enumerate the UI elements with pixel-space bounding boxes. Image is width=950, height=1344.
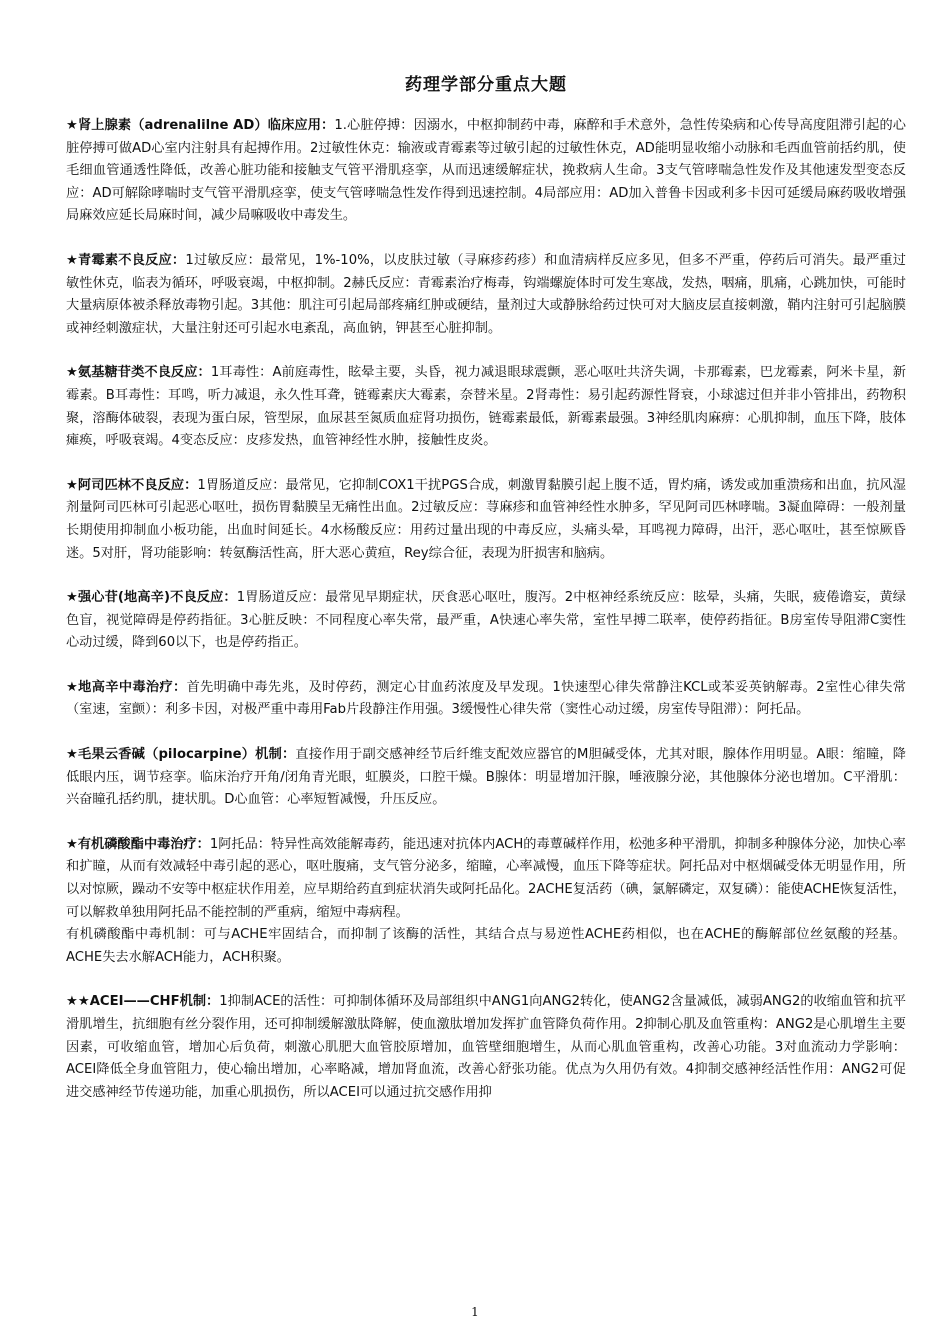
section-body: 首先明确中毒先兆，及时停药，测定心甘血药浓度及早发现。1快速型心律失常静注KCL或苯妥英钠解毒。2室性心律失常（室速，室颤）：利多卡因，对极严重中毒用Fab片段静注作用强。3缓慢性心律失常（窦性心动过缓，房室传导阻滞）：阿托品。 <box>66 679 906 718</box>
section-heading: ★强心苷(地高辛)不良反应： <box>66 590 237 606</box>
section-body: 1过敏反应：最常见，1%-10%，以皮肤过敏（寻麻疹药疹）和血清病样反应多见，但多不严重，停药后可消失。最严重过敏性休克，临表为循环，呼吸衰竭，中枢抑制。2赫氏反应：青霉素治疗梅毒，钩端螺旋体时可发生寒战，发热，咽痛，肌痛，心跳加快，可能时大量病原体被杀释放毒物引起。3其他：肌注可引起局部疼痛红肿或硬结，量剂过大或静脉给药过快可对大脑皮层直接刺激，鞘内注射可引起脑膜或神经刺激症状，大量注射还可引起水电紊乱，高血钠，钾甚至心脏抑制。 <box>66 252 906 336</box>
section-heading: ★有机磷酸酯中毒治疗： <box>66 836 210 852</box>
section-body: 直接作用于副交感神经节后纤维支配效应器官的M胆碱受体，尤其对眼，腺体作用明显。A眼：缩瞳，降低眼内压，调节痉挛。临床治疗开角/闭角青光眼，虹膜炎，口腔干燥。B腺体：明显增加汗腺，唾液腺分泌，其他腺体分泌也增加。C平滑肌：兴奋瞳孔括约肌，捷状肌。D心血管：心率短暂减慢，升压反应。 <box>66 747 906 808</box>
section-heading: ★肾上腺素（adrenalilne AD）临床应用： <box>66 118 335 133</box>
section-heading: ★阿司匹林不良反应： <box>66 477 198 493</box>
document-page <box>66 70 906 1126</box>
section-body: 1胃肠道反应：最常见，它抑制COX1干扰PGS合成，刺激胃黏膜引起上腹不适，胃灼痛，诱发或加重溃疡和出血，抗风湿剂量阿司匹林可引起恶心呕吐，损伤胃黏膜呈无痛性出血。2过敏反应：荨麻疹和血管神经性水肿多，罕见阿司匹林哮喘。3凝血障碍：一般剂量长期使用抑制血小板功能，出血时间延长。4水杨酸反应：用药过量出现的中毒反应，头痛头晕，耳鸣视力障碍，出汗，恶心呕吐，甚至惊厥昏迷。5对肝，肾功能影响：转氨酶活性高，肝大恶心黄疸，Rey综合征，表现为肝损害和脑病。 <box>66 477 906 561</box>
section-adrenaline <box>66 115 906 228</box>
section-heading: ★★ACEI——CHF机制： <box>66 994 220 1010</box>
section-body: 1耳毒性：A前庭毒性，眩晕主要，头昏，视力减退眼球震颤，恶心呕吐共济失调，卡那霉素，巴龙霉素，阿米卡星，新霉素。B耳毒性：耳鸣，听力减退，永久性耳聋，链霉素庆大霉素，奈替米星。2肾毒性：易引起药源性肾衰，小球滤过但并非小管排出，药物积聚，溶酶体破裂，表现为蛋白尿，管型尿，血尿甚至氮质血症肾功损伤，链霉素最低，新霉素最强。3神经肌肉麻痹：心肌抑制，血压下降，肢体瘫痪，呼吸衰竭。4变态反应：皮疹发热，血管神经性水肿，接触性皮炎。 <box>66 365 906 449</box>
section-aspirin <box>66 475 906 565</box>
section-body: 1胃肠道反应：最常见早期症状，厌食恶心呕吐，腹泻。2中枢神经系统反应：眩晕，头痛，失眠，疲倦谵妄，黄绿色盲，视觉障碍是停药指征。3心脏反映：不同程度心率失常，最严重，A快速心率失常，室性早搏二联率，使停药指征。B房室传导阻滞C窦性心动过缓，降到60以下，也是停药指正。 <box>66 590 906 651</box>
page-number: 1 <box>471 1305 479 1319</box>
section-organophosphate-treatment <box>66 834 906 924</box>
section-acei-chf <box>66 991 906 1104</box>
section-heading: ★地高辛中毒治疗： <box>66 679 187 695</box>
section-cardiac-glycoside <box>66 587 906 655</box>
section-organophosphate-mechanism <box>66 924 906 969</box>
section-body: 1抑制ACE的活性：可抑制体循环及局部组织中ANG1向ANG2转化，使ANG2含量减低，减弱ANG2的收缩血管和抗平滑肌增生，抗细胞有丝分裂作用，还可抑制缓解激肽降解，使血激肽增加发挥扩血管降负荷作用。2抑制心肌及血管重构：ANG2是心肌增生主要因素，可收缩血管，增加心后负荷，刺激心肌肥大血管胶原增加，血管壁细胞增生，从而心肌血管重构，改善心功能。3对血流动力学影响：ACEI降低全身血管阻力，使心输出增加，心率略减，增加肾血流，改善心舒张功能。优点为久用仍有效。4抑制交感神经活性作用：ANG2可促进交感神经节传递功能，加重心肌损伤，所以ACEI可以通过抗交感作用抑 <box>66 994 907 1100</box>
section-body: 1阿托品：特异性高效能解毒药，能迅速对抗体内ACH的毒蕈碱样作用，松弛多种平滑肌，抑制多种腺体分泌，加快心率和扩瞳，从而有效减轻中毒引起的恶心，呕吐腹痛，支气管分泌多，缩瞳，心率减慢，血压下降等症状。阿托品对中枢烟碱受体无明显作用，所以对惊厥，躁动不安等中枢症状作用差，应早期给药直到症状消失或阿托品化。2ACHE复活药（碘，氯解磷定，双复磷）：能使ACHE恢复活性，可以解救单独用阿托品不能控制的严重病，缩短中毒病程。 <box>66 836 906 920</box>
section-pilocarpine <box>66 744 906 812</box>
section-body: 有机磷酸酯中毒机制：可与ACHE牢固结合，而抑制了该酶的活性，其结合点与易逆性ACHE药相似，也在ACHE的酶解部位丝氨酸的羟基。ACHE失去水解ACH能力，ACH积聚。 <box>66 927 906 965</box>
section-penicillin <box>66 250 906 340</box>
section-body: 1.心脏停搏：因溺水，中枢抑制药中毒，麻醉和手术意外，急性传染病和心传导高度阻滞引起的心脏停搏可做AD心室内注射具有起搏作用。2过敏性休克：输液或青霉素等过敏引起的过敏性休克，AD能明显收缩小动脉和毛西血管前括约肌，使毛细血管通透性降低，改善心脏功能和接触支气管平滑肌痉挛，从而迅速缓解症状，挽救病人生命。3支气管哮喘急性发作及其他速发型变态反应：AD可解除哮喘时支气管平滑肌痉挛，使支气管哮喘急性发作得到迅速控制。4局部应用：AD加入普鲁卡因或利多卡因可延缓局麻药吸收增强局麻效应延长局麻时间，减少局嘛吸收中毒发生。 <box>66 118 906 224</box>
section-heading: ★青霉素不良反应： <box>66 252 186 268</box>
section-heading: ★氨基糖苷类不良反应： <box>66 365 211 381</box>
section-digoxin-poisoning <box>66 677 906 722</box>
section-aminoglycoside <box>66 362 906 452</box>
section-heading: ★毛果云香碱（pilocarpine）机制： <box>66 747 296 763</box>
page-title: 药理学部分重点大题 <box>405 75 567 95</box>
